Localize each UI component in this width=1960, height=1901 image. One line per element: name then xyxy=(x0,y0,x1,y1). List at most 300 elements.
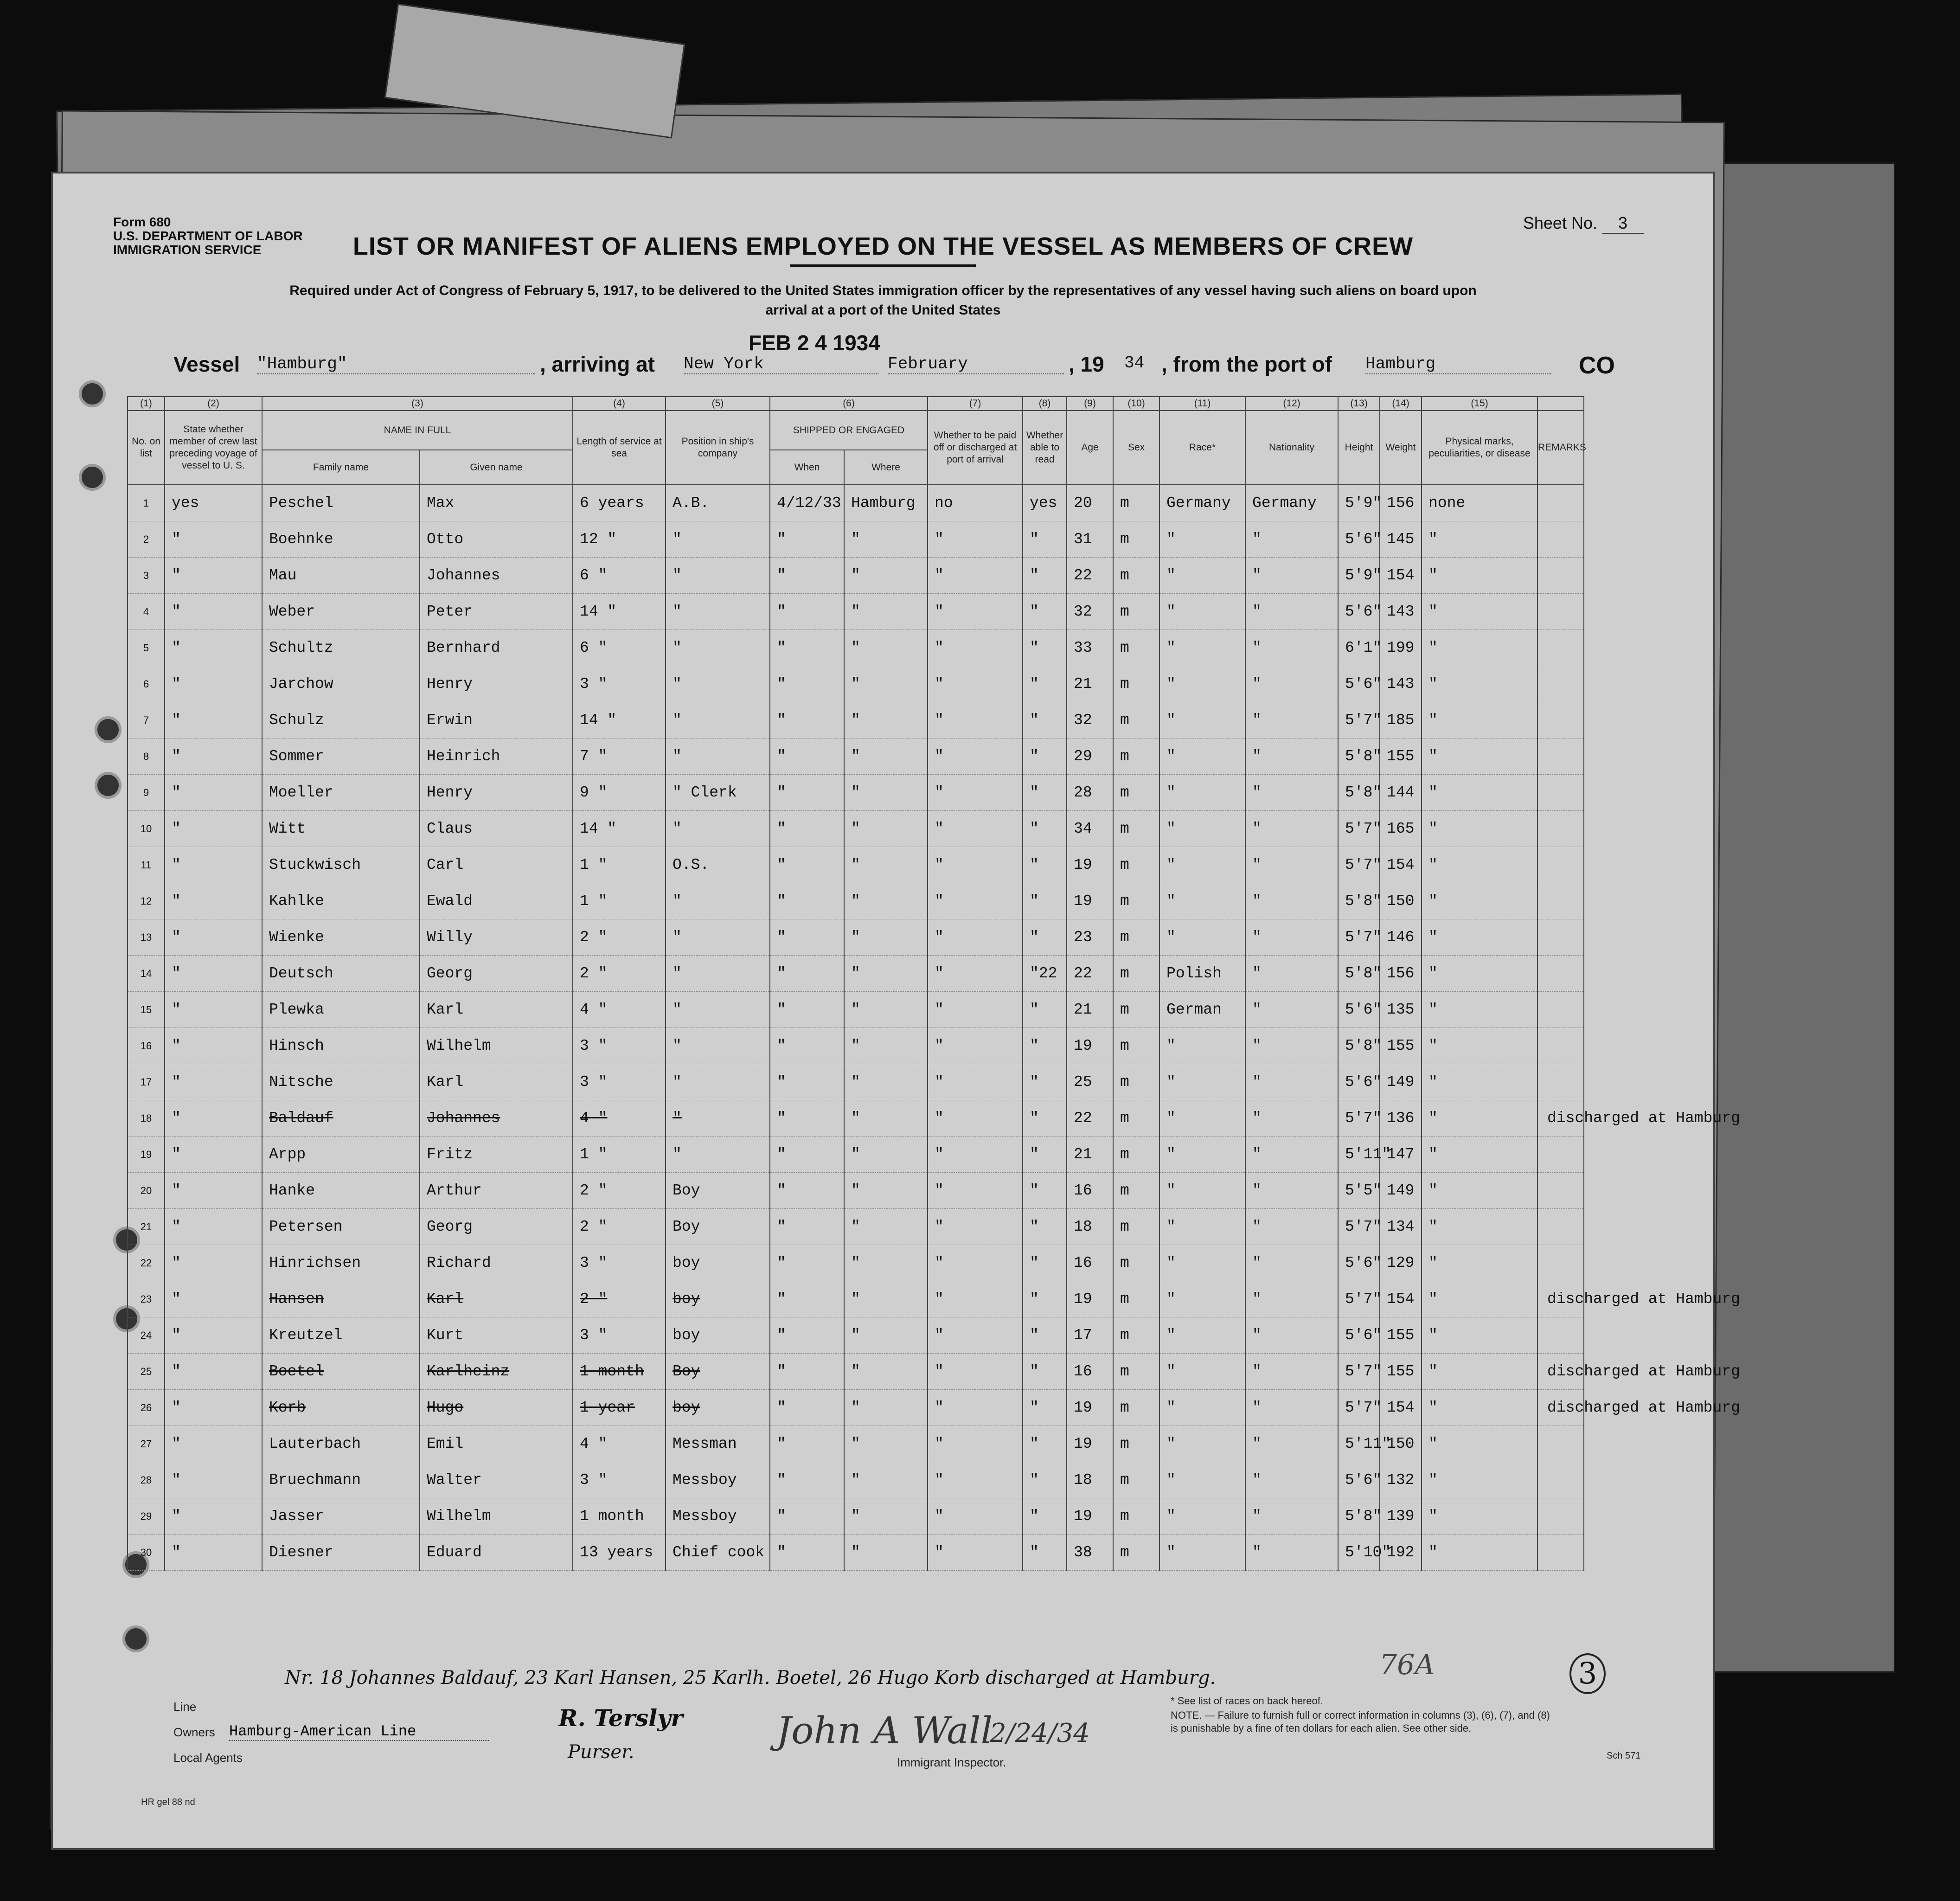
table-row xyxy=(128,1426,1584,1462)
height-cell: 5'7" xyxy=(1338,1390,1380,1426)
remarks-cell xyxy=(1537,847,1584,883)
age-cell: 19 xyxy=(1067,1390,1113,1426)
nationality-cell: " xyxy=(1245,1317,1338,1354)
shipped-where-cell: " xyxy=(844,558,928,594)
given-name-cell: Max xyxy=(420,485,573,521)
height-cell: 5'7" xyxy=(1338,1281,1380,1317)
family-name-cell: Weber xyxy=(262,594,420,630)
paid-off-cell: " xyxy=(928,956,1023,992)
circled-number: 3 xyxy=(1569,1653,1606,1694)
weight-cell: 149 xyxy=(1380,1064,1422,1100)
header-paid-off: Whether to be paid off or discharged at port of arrival xyxy=(928,411,1023,485)
shipped-where-cell: " xyxy=(844,1281,928,1317)
paid-off-cell: " xyxy=(928,1173,1023,1209)
vessel-label: Vessel xyxy=(173,352,240,376)
sex-cell: m xyxy=(1113,558,1159,594)
able-read-cell: " xyxy=(1023,847,1067,883)
height-cell: 5'5" xyxy=(1338,1173,1380,1209)
nationality-cell: " xyxy=(1245,666,1338,702)
race-cell: " xyxy=(1159,811,1245,847)
paid-off-cell: " xyxy=(928,666,1023,702)
physical-marks-cell: " xyxy=(1422,992,1537,1028)
race-cell: " xyxy=(1159,739,1245,775)
age-cell: 21 xyxy=(1067,1137,1113,1173)
length-service-cell: 1 " xyxy=(573,847,666,883)
table-row xyxy=(128,1535,1584,1571)
shipped-where-cell: " xyxy=(844,811,928,847)
shipped-when-cell: " xyxy=(770,1426,844,1462)
arrival-year: 34 xyxy=(1124,353,1145,372)
arrival-month: February xyxy=(888,354,1064,374)
prev-voyage-cell: " xyxy=(165,521,262,558)
shipped-where-cell: " xyxy=(844,1245,928,1281)
family-name-cell: Hinrichsen xyxy=(262,1245,420,1281)
service-name: IMMIGRATION SERVICE xyxy=(113,243,262,257)
remarks-cell: discharged at Hamburg xyxy=(1537,1354,1584,1390)
col-num: (5) xyxy=(666,397,770,411)
physical-marks-cell: " xyxy=(1422,521,1537,558)
paid-off-cell: " xyxy=(928,594,1023,630)
weight-cell: 134 xyxy=(1380,1209,1422,1245)
row-number-cell: 24 xyxy=(128,1317,165,1354)
nationality-cell: " xyxy=(1245,883,1338,919)
family-name-cell: Petersen xyxy=(262,1209,420,1245)
paid-off-cell: " xyxy=(928,702,1023,739)
given-name-cell: Carl xyxy=(420,847,573,883)
table-row xyxy=(128,919,1584,956)
shipped-where-cell: " xyxy=(844,883,928,919)
table-row xyxy=(128,521,1584,558)
subtitle-text: Required under Act of Congress of February 5, 1917, to be delivered to the United States immigration officer by the representatives of any vessel having such aliens on board upon arrival at a port of the United States xyxy=(289,283,1477,318)
weight-cell: 156 xyxy=(1380,485,1422,521)
height-cell: 5'8" xyxy=(1338,883,1380,919)
family-name-cell: Jarchow xyxy=(262,666,420,702)
line-label: Line xyxy=(173,1700,197,1714)
position-cell: " xyxy=(666,702,770,739)
sex-cell: m xyxy=(1113,992,1159,1028)
height-cell: 5'6" xyxy=(1338,666,1380,702)
given-name-cell: Erwin xyxy=(420,702,573,739)
height-cell: 5'8" xyxy=(1338,739,1380,775)
able-read-cell: " xyxy=(1023,702,1067,739)
sex-cell: m xyxy=(1113,1209,1159,1245)
age-cell: 21 xyxy=(1067,992,1113,1028)
able-read-cell: " xyxy=(1023,1354,1067,1390)
race-cell: " xyxy=(1159,1317,1245,1354)
table-row xyxy=(128,1245,1584,1281)
age-cell: 16 xyxy=(1067,1173,1113,1209)
shipped-where-cell: " xyxy=(844,1173,928,1209)
family-name-cell: Diesner xyxy=(262,1535,420,1571)
shipped-when-cell: 4/12/33 xyxy=(770,485,844,521)
race-cell: Polish xyxy=(1159,956,1245,992)
department-name: U.S. DEPARTMENT OF LABOR xyxy=(113,229,303,243)
col-num: (13) xyxy=(1338,397,1380,411)
paid-off-cell: " xyxy=(928,1245,1023,1281)
column-header-row xyxy=(128,411,1584,450)
shipped-where-cell: " xyxy=(844,1100,928,1137)
length-service-cell: 6 years xyxy=(573,485,666,521)
height-cell: 5'8" xyxy=(1338,956,1380,992)
family-name-cell: Mau xyxy=(262,558,420,594)
prev-voyage-cell: " xyxy=(165,1462,262,1498)
nationality-cell: " xyxy=(1245,1535,1338,1571)
shipped-where-cell: " xyxy=(844,1426,928,1462)
shipped-where-cell: " xyxy=(844,919,928,956)
race-cell: " xyxy=(1159,702,1245,739)
sex-cell: m xyxy=(1113,1317,1159,1354)
position-cell: boy xyxy=(666,1281,770,1317)
table-row xyxy=(128,1462,1584,1498)
able-read-cell: " xyxy=(1023,992,1067,1028)
position-cell: " xyxy=(666,992,770,1028)
age-cell: 22 xyxy=(1067,956,1113,992)
remarks-cell xyxy=(1537,1317,1584,1354)
header-height: Height xyxy=(1338,411,1380,485)
family-name-cell: Schultz xyxy=(262,630,420,666)
nationality-cell: " xyxy=(1245,1281,1338,1317)
weight-cell: 143 xyxy=(1380,666,1422,702)
age-cell: 29 xyxy=(1067,739,1113,775)
weight-cell: 135 xyxy=(1380,992,1422,1028)
family-name-cell: Wienke xyxy=(262,919,420,956)
family-name-cell: Baldauf xyxy=(262,1100,420,1137)
header-family-name: Family name xyxy=(262,450,420,485)
remarks-cell: discharged at Hamburg xyxy=(1537,1390,1584,1426)
paid-off-cell: " xyxy=(928,630,1023,666)
able-read-cell: " xyxy=(1023,739,1067,775)
race-cell: " xyxy=(1159,1245,1245,1281)
family-name-cell: Lauterbach xyxy=(262,1426,420,1462)
height-cell: 5'7" xyxy=(1338,1209,1380,1245)
given-name-cell: Wilhelm xyxy=(420,1028,573,1064)
table-row xyxy=(128,956,1584,992)
family-name-cell: Stuckwisch xyxy=(262,847,420,883)
physical-marks-cell: none xyxy=(1422,485,1537,521)
remarks-cell xyxy=(1537,739,1584,775)
family-name-cell: Moeller xyxy=(262,775,420,811)
row-number-cell: 16 xyxy=(128,1028,165,1064)
prev-voyage-cell: " xyxy=(165,1100,262,1137)
physical-marks-cell: " xyxy=(1422,630,1537,666)
row-number-cell: 4 xyxy=(128,594,165,630)
position-cell: Messboy xyxy=(666,1462,770,1498)
given-name-cell: Kurt xyxy=(420,1317,573,1354)
length-service-cell: 3 " xyxy=(573,1317,666,1354)
family-name-cell: Korb xyxy=(262,1390,420,1426)
header-weight: Weight xyxy=(1380,411,1422,485)
vessel-name: "Hamburg" xyxy=(257,354,535,374)
prev-voyage-cell: " xyxy=(165,919,262,956)
height-cell: 5'9" xyxy=(1338,558,1380,594)
nationality-cell: " xyxy=(1245,702,1338,739)
given-name-cell: Ewald xyxy=(420,883,573,919)
position-cell: " xyxy=(666,594,770,630)
row-number-cell: 22 xyxy=(128,1245,165,1281)
age-cell: 22 xyxy=(1067,558,1113,594)
sex-cell: m xyxy=(1113,1100,1159,1137)
nationality-cell: " xyxy=(1245,1209,1338,1245)
shipped-where-cell: Hamburg xyxy=(844,485,928,521)
weight-cell: 144 xyxy=(1380,775,1422,811)
weight-cell: 154 xyxy=(1380,558,1422,594)
able-read-cell: " xyxy=(1023,630,1067,666)
binder-hole xyxy=(79,380,106,407)
length-service-cell: 3 " xyxy=(573,1245,666,1281)
col-num: (2) xyxy=(165,397,262,411)
table-row xyxy=(128,1354,1584,1390)
table-row xyxy=(128,1028,1584,1064)
prev-voyage-cell: " xyxy=(165,847,262,883)
sex-cell: m xyxy=(1113,739,1159,775)
arriving-label: , arriving at xyxy=(540,352,655,376)
shipped-where-cell: " xyxy=(844,1209,928,1245)
length-service-cell: 4 " xyxy=(573,1426,666,1462)
sex-cell: m xyxy=(1113,1028,1159,1064)
weight-cell: 147 xyxy=(1380,1137,1422,1173)
remarks-cell xyxy=(1537,1064,1584,1100)
height-cell: 5'8" xyxy=(1338,775,1380,811)
age-cell: 32 xyxy=(1067,702,1113,739)
family-name-cell: Arpp xyxy=(262,1137,420,1173)
row-number-cell: 17 xyxy=(128,1064,165,1100)
table-row xyxy=(128,666,1584,702)
race-cell: " xyxy=(1159,594,1245,630)
inspector-signature: John A Wall xyxy=(776,1709,993,1752)
table-row xyxy=(128,1100,1584,1137)
position-cell: " xyxy=(666,739,770,775)
nationality-cell: " xyxy=(1245,739,1338,775)
inspector-date: 2/24/34 xyxy=(990,1718,1090,1748)
height-cell: 5'9" xyxy=(1338,485,1380,521)
page-title: LIST OR MANIFEST OF ALIENS EMPLOYED ON THE VESSEL AS MEMBERS OF CREW xyxy=(352,232,1414,260)
height-cell: 5'8" xyxy=(1338,1028,1380,1064)
family-name-cell: Boehnke xyxy=(262,521,420,558)
header-able-read: Whether able to read xyxy=(1023,411,1067,485)
physical-marks-cell: " xyxy=(1422,956,1537,992)
sex-cell: m xyxy=(1113,919,1159,956)
shipped-where-cell: " xyxy=(844,1354,928,1390)
remarks-cell xyxy=(1537,521,1584,558)
race-cell: " xyxy=(1159,1390,1245,1426)
shipped-where-cell: " xyxy=(844,847,928,883)
able-read-cell: yes xyxy=(1023,485,1067,521)
table-row xyxy=(128,1498,1584,1535)
row-number-cell: 8 xyxy=(128,739,165,775)
physical-marks-cell: " xyxy=(1422,1498,1537,1535)
family-name-cell: Nitsche xyxy=(262,1064,420,1100)
given-name-cell: Bernhard xyxy=(420,630,573,666)
nationality-cell: " xyxy=(1245,956,1338,992)
able-read-cell: " xyxy=(1023,1245,1067,1281)
header-position: Position in ship's company xyxy=(666,411,770,485)
race-cell: " xyxy=(1159,775,1245,811)
row-number-cell: 21 xyxy=(128,1209,165,1245)
paid-off-cell: " xyxy=(928,1535,1023,1571)
family-name-cell: Bruechmann xyxy=(262,1462,420,1498)
table-row xyxy=(128,1173,1584,1209)
col-num: (9) xyxy=(1067,397,1113,411)
shipped-when-cell: " xyxy=(770,847,844,883)
nationality-cell: " xyxy=(1245,847,1338,883)
shipped-when-cell: " xyxy=(770,1498,844,1535)
physical-marks-cell: " xyxy=(1422,558,1537,594)
prev-voyage-cell: " xyxy=(165,1281,262,1317)
given-name-cell: Wilhelm xyxy=(420,1498,573,1535)
remarks-cell xyxy=(1537,956,1584,992)
age-cell: 23 xyxy=(1067,919,1113,956)
family-name-cell: Boetel xyxy=(262,1354,420,1390)
remarks-cell xyxy=(1537,666,1584,702)
race-cell: " xyxy=(1159,1498,1245,1535)
position-cell: Boy xyxy=(666,1354,770,1390)
paid-off-cell: " xyxy=(928,1209,1023,1245)
weight-cell: 165 xyxy=(1380,811,1422,847)
shipped-when-cell: " xyxy=(770,1317,844,1354)
local-agents-label: Local Agents xyxy=(173,1751,243,1765)
binder-hole xyxy=(79,464,106,491)
physical-marks-cell: " xyxy=(1422,1426,1537,1462)
prev-voyage-cell: yes xyxy=(165,485,262,521)
family-name-cell: Hansen xyxy=(262,1281,420,1317)
prev-voyage-cell: " xyxy=(165,1137,262,1173)
physical-marks-cell: " xyxy=(1422,919,1537,956)
col-num: (10) xyxy=(1113,397,1159,411)
given-name-cell: Karl xyxy=(420,1064,573,1100)
race-cell: " xyxy=(1159,1100,1245,1137)
paid-off-cell: " xyxy=(928,1498,1023,1535)
length-service-cell: 3 " xyxy=(573,1064,666,1100)
race-cell: German xyxy=(1159,992,1245,1028)
nationality-cell: " xyxy=(1245,1462,1338,1498)
binder-hole xyxy=(95,772,122,799)
position-cell: " xyxy=(666,1137,770,1173)
weight-cell: 129 xyxy=(1380,1245,1422,1281)
nationality-cell: " xyxy=(1245,1390,1338,1426)
prev-voyage-cell: " xyxy=(165,1354,262,1390)
sex-cell: m xyxy=(1113,1064,1159,1100)
port-of-arrival: New York xyxy=(684,354,878,374)
row-number-cell: 25 xyxy=(128,1354,165,1390)
able-read-cell: " xyxy=(1023,1173,1067,1209)
col-num: (4) xyxy=(573,397,666,411)
paid-off-cell: " xyxy=(928,1462,1023,1498)
from-label: , from the port of xyxy=(1161,352,1332,376)
nationality-cell: " xyxy=(1245,992,1338,1028)
height-cell: 5'11" xyxy=(1338,1137,1380,1173)
remarks-cell xyxy=(1537,992,1584,1028)
physical-marks-cell: " xyxy=(1422,1064,1537,1100)
remarks-cell xyxy=(1537,1498,1584,1535)
shipped-when-cell: " xyxy=(770,1137,844,1173)
binder-hole xyxy=(122,1625,149,1652)
height-cell: 5'6" xyxy=(1338,992,1380,1028)
nationality-cell: " xyxy=(1245,1028,1338,1064)
age-cell: 19 xyxy=(1067,1028,1113,1064)
height-cell: 5'7" xyxy=(1338,847,1380,883)
col-num: (8) xyxy=(1023,397,1067,411)
sheet-value: 3 xyxy=(1602,213,1644,234)
age-cell: 28 xyxy=(1067,775,1113,811)
family-name-cell: Peschel xyxy=(262,485,420,521)
height-cell: 5'6" xyxy=(1338,521,1380,558)
physical-marks-cell: " xyxy=(1422,1245,1537,1281)
able-read-cell: " xyxy=(1023,1100,1067,1137)
row-number-cell: 28 xyxy=(128,1462,165,1498)
weight-cell: 192 xyxy=(1380,1535,1422,1571)
race-cell: " xyxy=(1159,1137,1245,1173)
row-number-cell: 26 xyxy=(128,1390,165,1426)
age-cell: 25 xyxy=(1067,1064,1113,1100)
length-service-cell: 14 " xyxy=(573,594,666,630)
departure-port: Hamburg xyxy=(1365,354,1551,374)
paid-off-cell: " xyxy=(928,1390,1023,1426)
shipped-where-cell: " xyxy=(844,1462,928,1498)
col-num: (12) xyxy=(1245,397,1338,411)
race-cell: " xyxy=(1159,1535,1245,1571)
race-cell: " xyxy=(1159,1462,1245,1498)
remarks-cell xyxy=(1537,1173,1584,1209)
header-given-name: Given name xyxy=(420,450,573,485)
position-cell: " Clerk xyxy=(666,775,770,811)
header-age: Age xyxy=(1067,411,1113,485)
able-read-cell: " xyxy=(1023,1028,1067,1064)
length-service-cell: 1 month xyxy=(573,1498,666,1535)
shipped-when-cell: " xyxy=(770,1100,844,1137)
prev-voyage-cell: " xyxy=(165,1064,262,1100)
remarks-cell xyxy=(1537,630,1584,666)
position-cell: boy xyxy=(666,1245,770,1281)
nationality-cell: " xyxy=(1245,1498,1338,1535)
prev-voyage-cell: " xyxy=(165,1245,262,1281)
print-code: HR gel 88 nd xyxy=(141,1797,195,1807)
length-service-cell: 12 " xyxy=(573,521,666,558)
able-read-cell: " xyxy=(1023,1390,1067,1426)
sex-cell: m xyxy=(1113,847,1159,883)
position-cell: Messboy xyxy=(666,1498,770,1535)
position-cell: Chief cook xyxy=(666,1535,770,1571)
paid-off-cell: " xyxy=(928,1100,1023,1137)
paid-off-cell: " xyxy=(928,1137,1023,1173)
physical-marks-cell: " xyxy=(1422,1317,1537,1354)
shipped-when-cell: " xyxy=(770,1028,844,1064)
paid-off-cell: " xyxy=(928,1028,1023,1064)
prev-voyage-cell: " xyxy=(165,1317,262,1354)
col-num: (1) xyxy=(128,397,165,411)
weight-cell: 155 xyxy=(1380,1028,1422,1064)
able-read-cell: " xyxy=(1023,775,1067,811)
purser-title: Purser. xyxy=(568,1741,634,1763)
prev-voyage-cell: " xyxy=(165,630,262,666)
length-service-cell: 2 " xyxy=(573,919,666,956)
race-cell: " xyxy=(1159,630,1245,666)
shipped-where-cell: " xyxy=(844,1498,928,1535)
age-cell: 32 xyxy=(1067,594,1113,630)
shipped-when-cell: " xyxy=(770,521,844,558)
remarks-cell xyxy=(1537,485,1584,521)
table-row xyxy=(128,883,1584,919)
table-row xyxy=(128,739,1584,775)
sex-cell: m xyxy=(1113,1390,1159,1426)
shipped-when-cell: " xyxy=(770,702,844,739)
race-cell: " xyxy=(1159,1209,1245,1245)
given-name-cell: Karl xyxy=(420,1281,573,1317)
crew-table xyxy=(127,396,1740,1571)
shipped-when-cell: " xyxy=(770,992,844,1028)
physical-marks-cell: " xyxy=(1422,1173,1537,1209)
sex-cell: m xyxy=(1113,666,1159,702)
row-number-cell: 27 xyxy=(128,1426,165,1462)
